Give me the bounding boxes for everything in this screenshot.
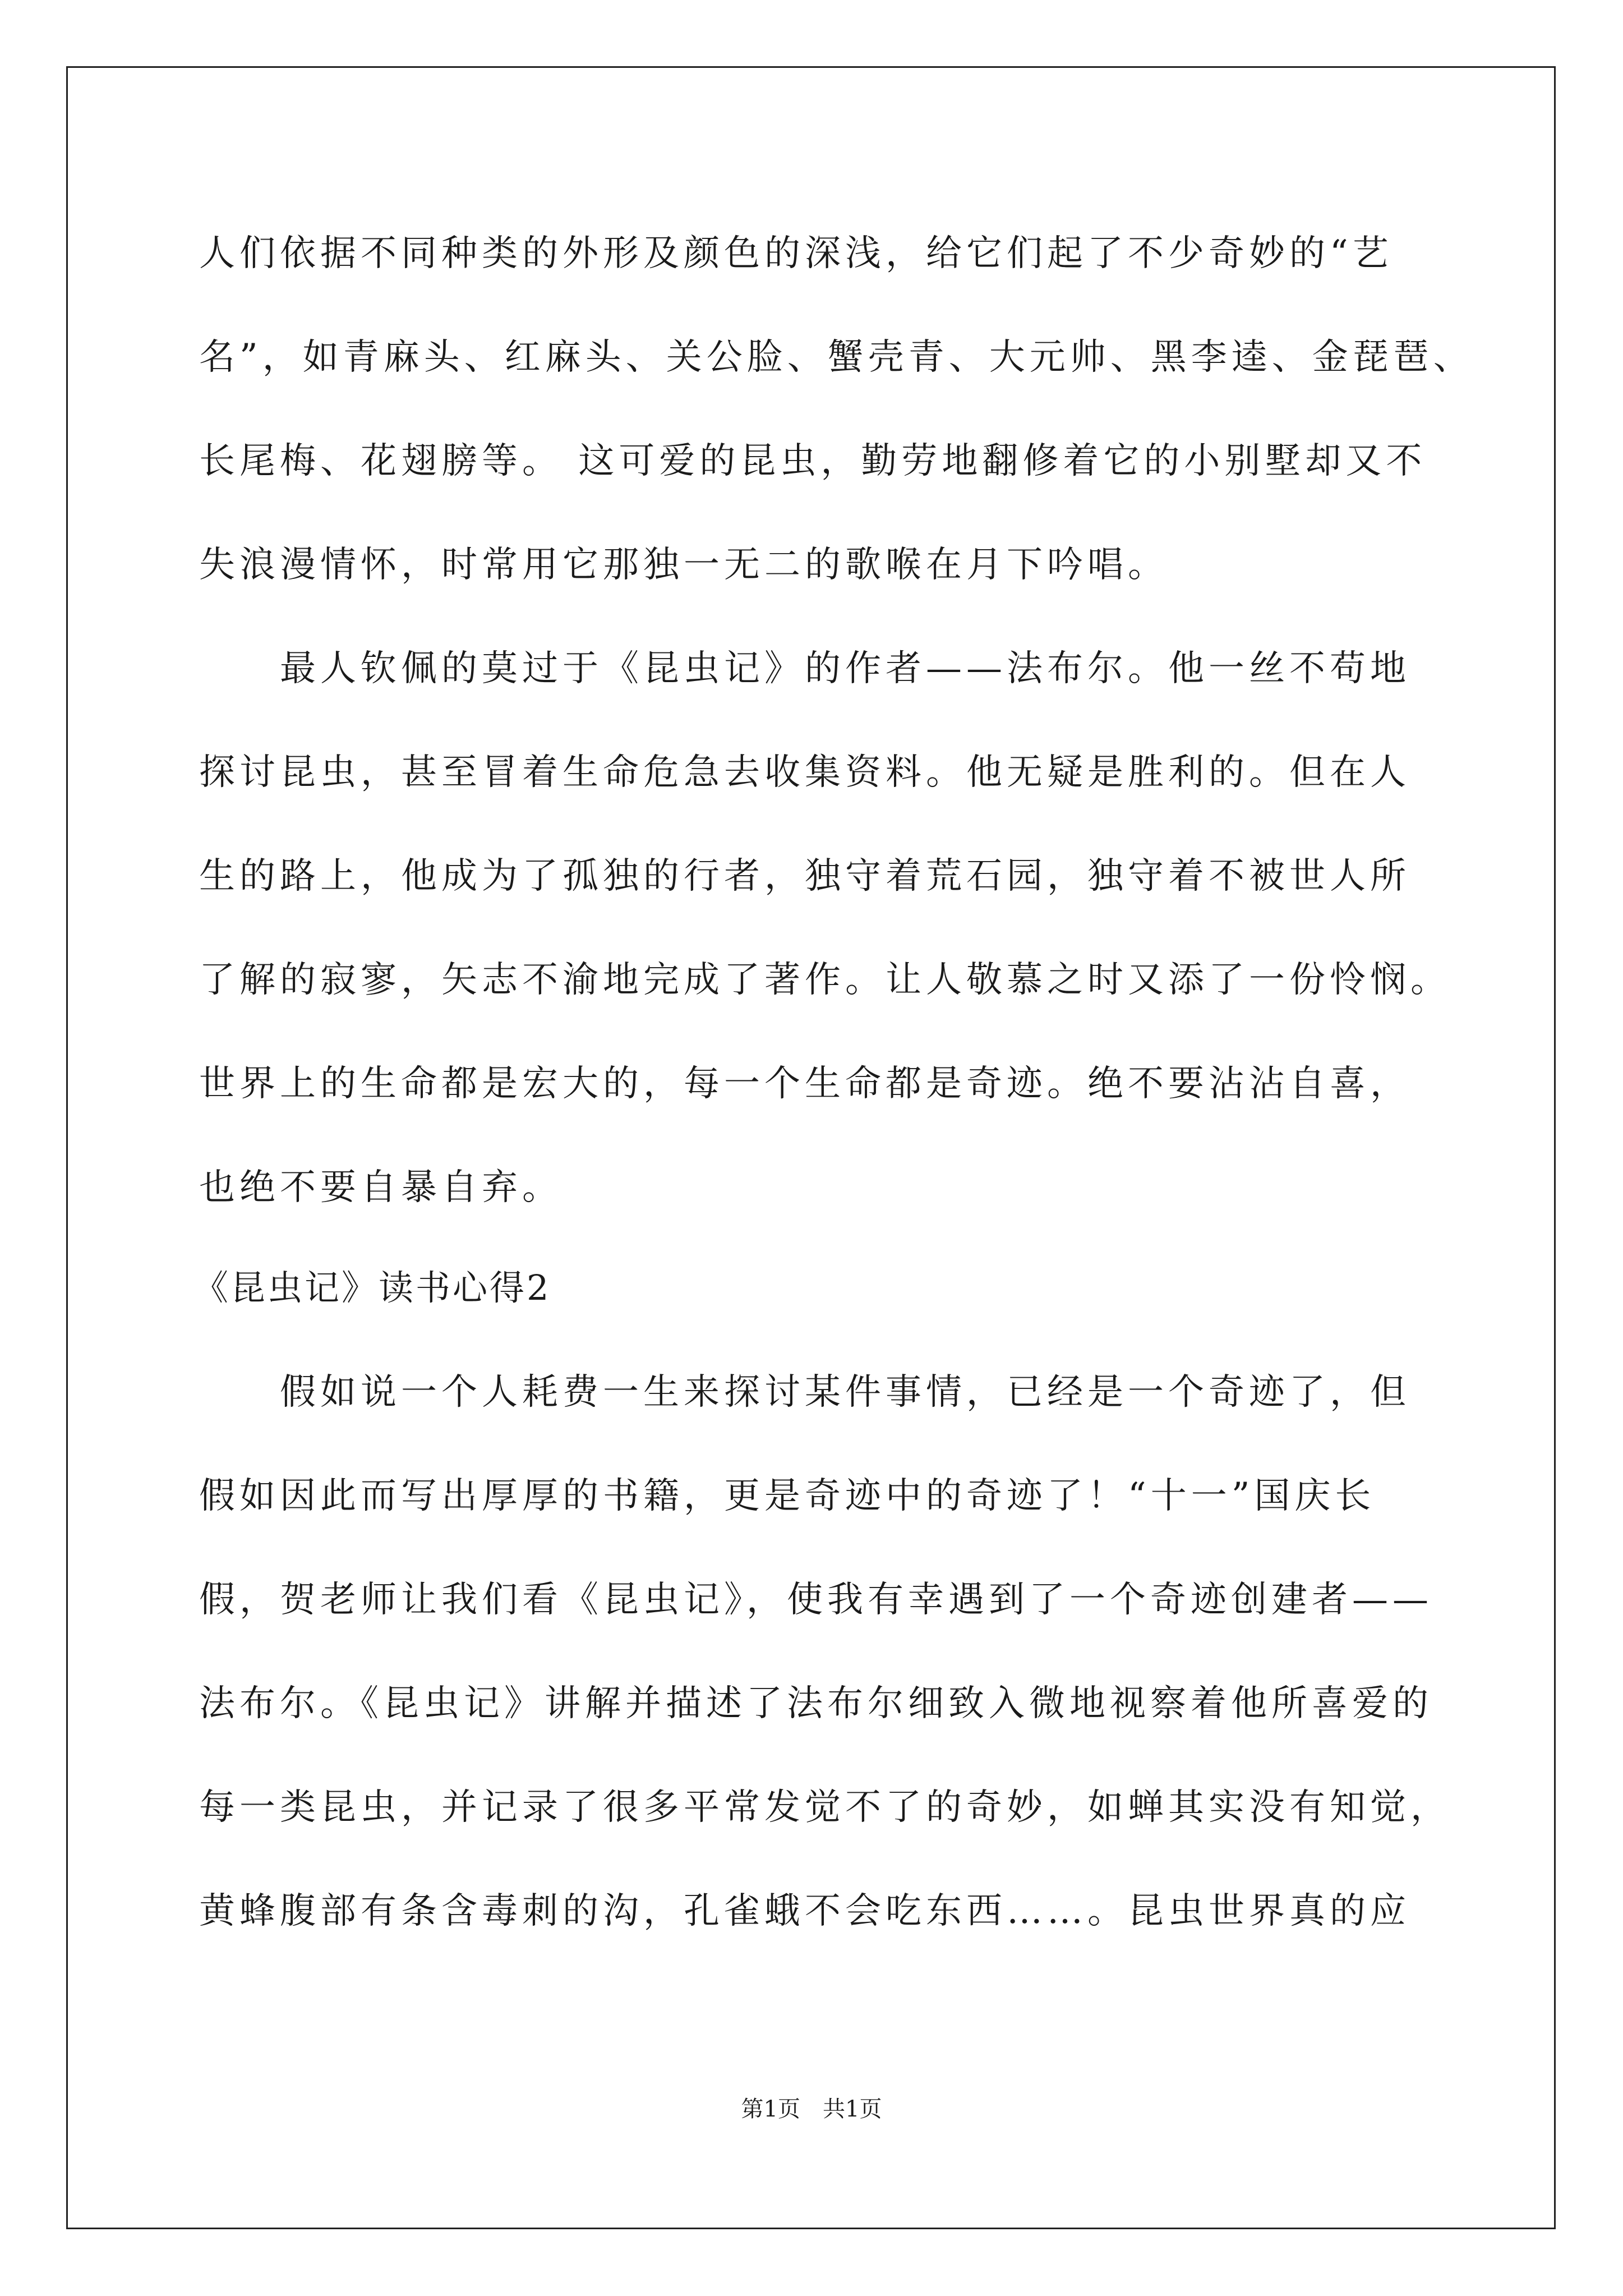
page-footer: 第1页 共1页	[741, 2096, 882, 2122]
paragraph-3-line-1: 假如说一个人耗费一生来探讨某件事情，已经是一个奇迹了，但	[199, 1372, 1410, 1413]
paragraph-3-line-6: 黄蜂腹部有条含毒刺的沟，孔雀蛾不会吃东西……。昆虫世界真的应	[199, 1890, 1410, 1932]
paragraph-1-line-2: 名”，如青麻头、红麻头、关公脸、蟹壳青、大元帅、黑李逵、金琵琶、	[199, 337, 1474, 378]
paragraph-2-line-3: 生的路上，他成为了孤独的行者，独守着荒石园，独守着不被世人所	[199, 855, 1410, 897]
paragraph-3-line-3: 假，贺老师让我们看《昆虫记》，使我有幸遇到了一个奇迹创建者——	[199, 1579, 1433, 1621]
paragraph-2-line-5: 世界上的生命都是宏大的，每一个生命都是奇迹。绝不要沾沾自喜，	[199, 1063, 1410, 1105]
paragraph-1-line-4: 失浪漫情怀，时常用它那独一无二的歌喉在月下吟唱。	[199, 544, 1168, 586]
paragraph-2-line-1: 最人钦佩的莫过于《昆虫记》的作者——法布尔。他一丝不苟地	[199, 648, 1410, 689]
paragraph-2-line-6: 也绝不要自暴自弃。	[199, 1167, 562, 1208]
paragraph-3-line-2: 假如因此而写出厚厚的书籍，更是奇迹中的奇迹了！“十一”国庆长	[199, 1475, 1376, 1517]
paragraph-2-line-4: 了解的寂寥，矢志不渝地完成了著作。让人敬慕之时又添了一份怜悯。	[199, 959, 1451, 1001]
paragraph-1-line-1: 人们依据不同种类的外形及颜色的深浅，给它们起了不少奇妙的“艺	[199, 233, 1393, 274]
section-heading: 《昆虫记》读书心得2	[193, 1267, 551, 1308]
paragraph-3-line-5: 每一类昆虫，并记录了很多平常发觉不了的奇妙，如蝉其实没有知觉，	[199, 1787, 1451, 1828]
paragraph-2-line-2: 探讨昆虫，甚至冒着生命危急去收集资料。他无疑是胜利的。但在人	[199, 752, 1410, 793]
paragraph-1-line-3: 长尾梅、花翅膀等。 这可爱的昆虫，勤劳地翻修着它的小别墅却又不	[199, 440, 1427, 482]
paragraph-3-line-4: 法布尔。《昆虫记》讲解并描述了法布尔细致入微地视察着他所喜爱的	[199, 1683, 1433, 1724]
